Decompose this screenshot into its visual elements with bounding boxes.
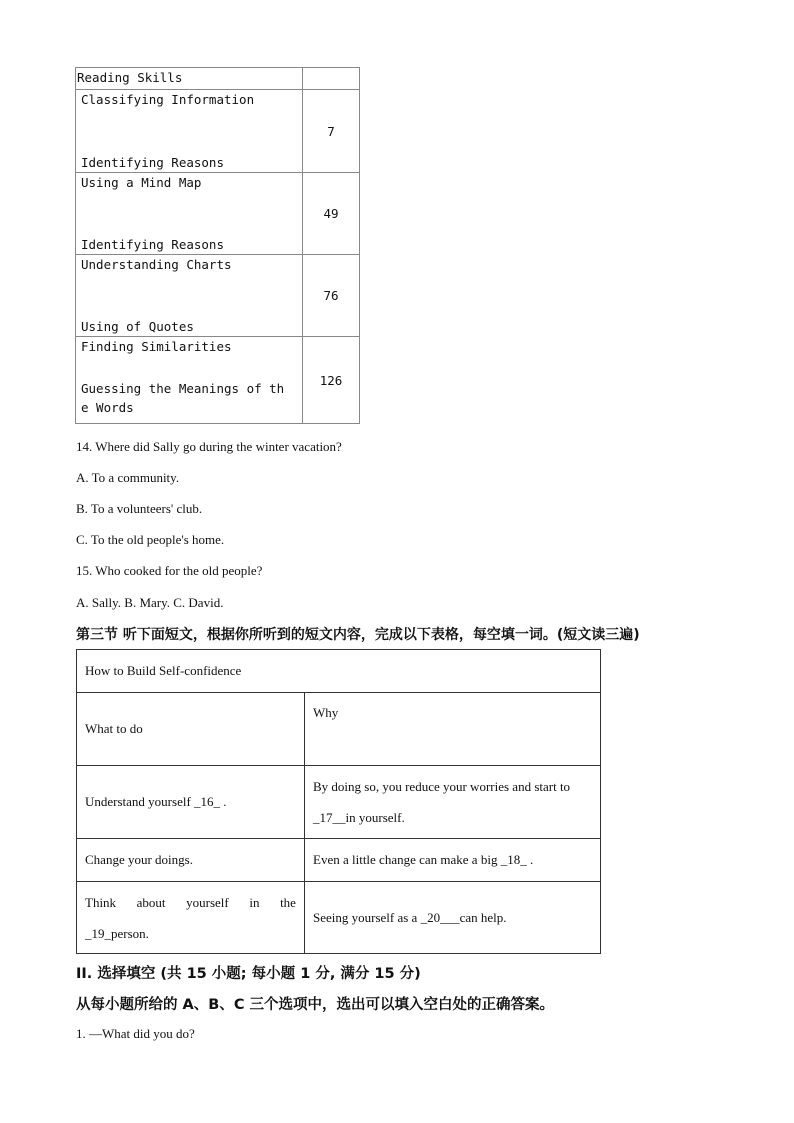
- table-row: [77, 693, 601, 766]
- table-row: [77, 650, 601, 693]
- table-row: [76, 173, 360, 255]
- cell-why-cont: _17__in yourself.: [313, 810, 405, 825]
- cell-what: Change your doings.: [77, 839, 305, 882]
- skill-top: Understanding Charts: [81, 257, 232, 272]
- question-14: 14. Where did Sally go during the winter vacation?: [76, 439, 342, 454]
- question-15: 15. Who cooked for the old people?: [76, 563, 263, 578]
- skill-bottom-cont: e Words: [81, 400, 134, 415]
- cell-what: Think about yourself in the: [85, 894, 296, 910]
- cell-why: By doing so, you reduce your worries and start to: [313, 779, 571, 794]
- skill-bottom: Guessing the Meanings of th: [81, 381, 285, 396]
- table-row: [76, 255, 360, 337]
- page-number: 7: [303, 90, 360, 173]
- part-2-instruction: 从每小题所给的 A、B、C 三个选项中，选出可以填入空白处的正确答案。: [76, 997, 555, 1013]
- cell-why: Even a little change can make a big _18_ .: [305, 839, 601, 882]
- section-3-heading: 第三节 听下面短文，根据你所听到的短文内容，完成以下表格，每空填一词。(短文读三遍): [76, 627, 640, 643]
- option-c: C. To the old people's home.: [76, 532, 225, 547]
- page-number: 126: [303, 337, 360, 424]
- skill-top: Finding Similarities: [81, 339, 232, 354]
- cell-what: Understand yourself _16_ .: [77, 766, 305, 839]
- skill-bottom: Identifying Reasons: [81, 237, 224, 252]
- skill-bottom: Using of Quotes: [81, 319, 194, 334]
- table-header: Reading Skills: [77, 70, 183, 85]
- skill-bottom: Identifying Reasons: [81, 155, 224, 170]
- column-header-what: What to do: [77, 693, 305, 766]
- reading-skills-table: [75, 67, 360, 424]
- cell-what-cont: _19_person.: [85, 925, 149, 941]
- page-number: 49: [303, 173, 360, 255]
- table-row: [77, 882, 601, 954]
- column-header-why: Why: [305, 693, 601, 766]
- table-row: [77, 766, 601, 839]
- option-b: B. To a volunteers' club.: [76, 501, 203, 516]
- table-title: How to Build Self-confidence: [77, 650, 601, 693]
- part-2-heading: II. 选择填空 (共 15 小题; 每小题 1 分, 满分 15 分): [76, 966, 421, 982]
- page-number: 76: [303, 255, 360, 337]
- skill-top: Classifying Information: [81, 92, 255, 107]
- cell-why: Seeing yourself as a _20___can help.: [305, 882, 601, 954]
- question-1: 1. —What did you do?: [76, 1026, 195, 1041]
- table-row: [76, 337, 360, 424]
- skill-top: Using a Mind Map: [81, 175, 202, 190]
- table-row: [76, 90, 360, 173]
- self-confidence-table: [76, 649, 601, 954]
- question-15-options: A. Sally. B. Mary. C. David.: [76, 595, 224, 610]
- option-a: A. To a community.: [76, 470, 180, 485]
- table-row: [77, 839, 601, 882]
